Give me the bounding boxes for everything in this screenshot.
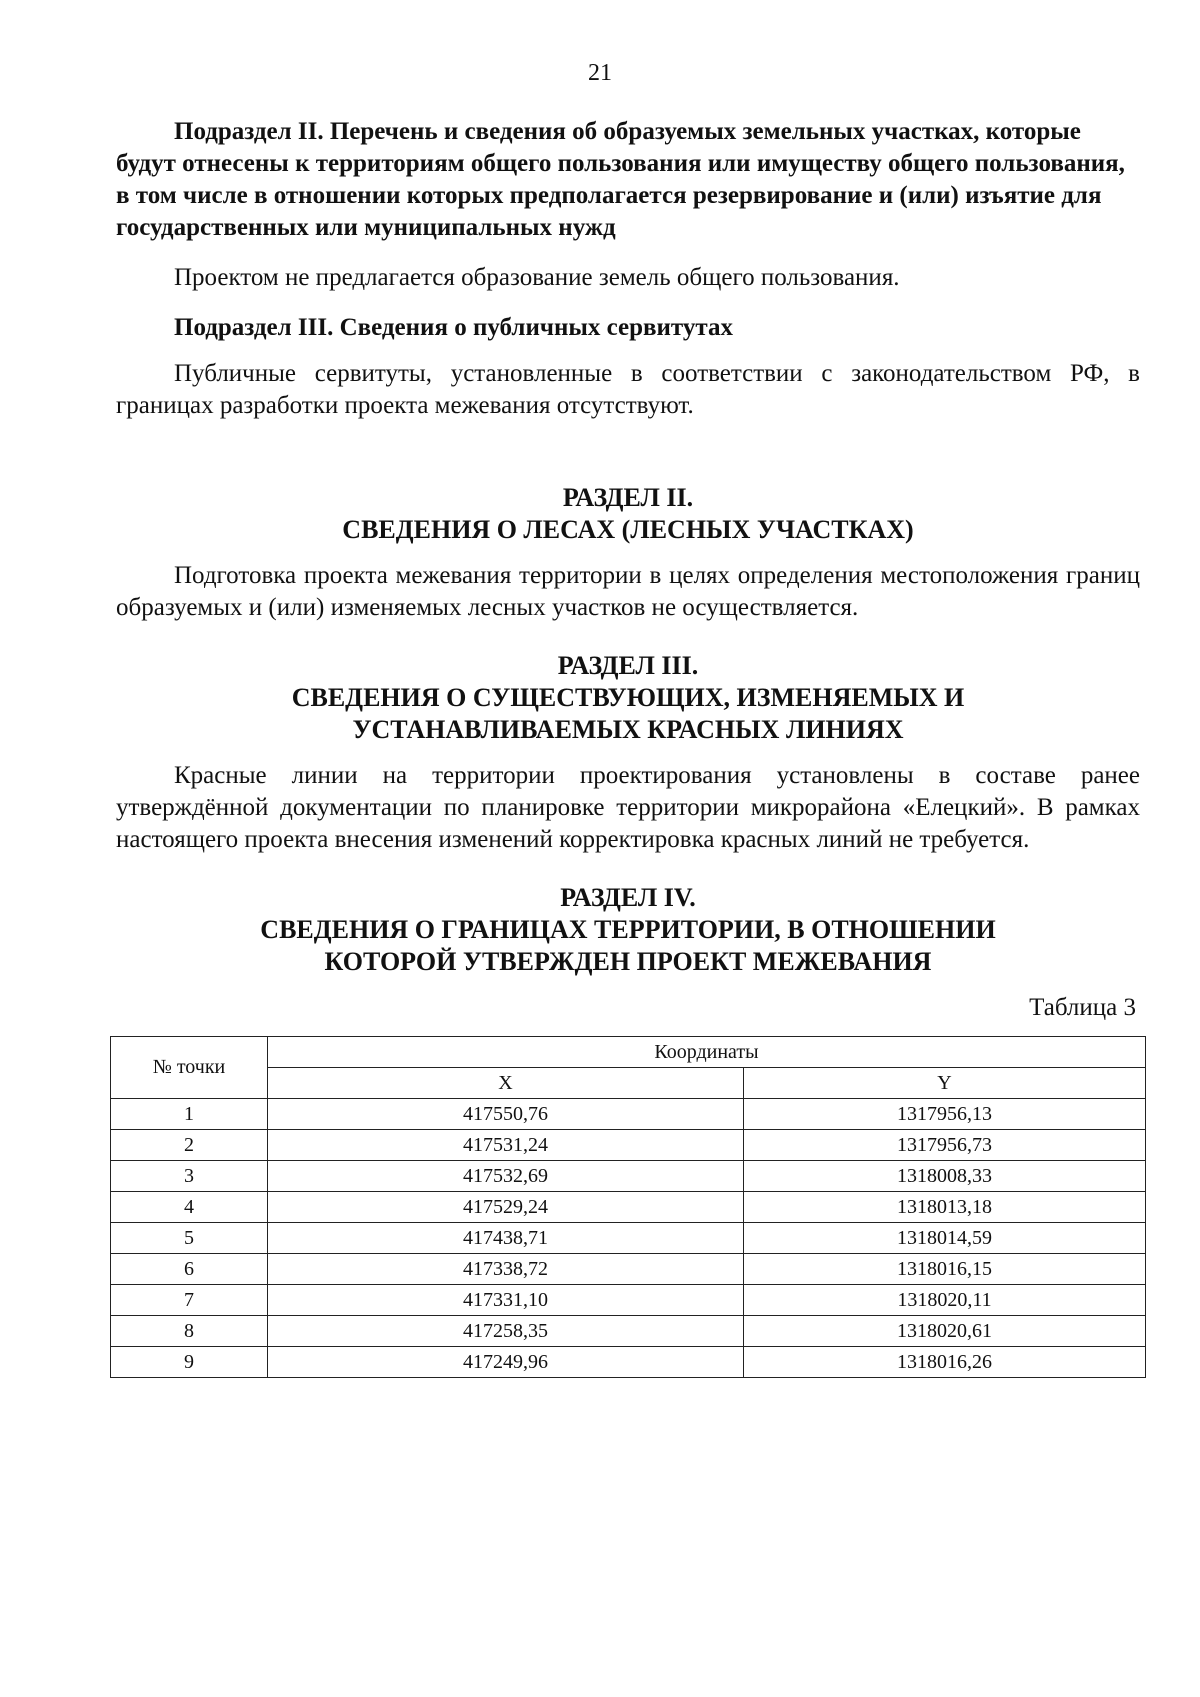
section-4-title-line3: КОТОРОЙ УТВЕРЖДЕН ПРОЕКТ МЕЖЕВАНИЯ	[324, 947, 932, 976]
table-row	[111, 1223, 1146, 1254]
header-y: Y	[744, 1068, 1146, 1099]
cell-point: 2	[111, 1130, 268, 1161]
cell-point: 8	[111, 1316, 268, 1347]
page-number: 21	[588, 60, 612, 86]
section-3-title-line2: СВЕДЕНИЯ О СУЩЕСТВУЮЩИХ, ИЗМЕНЯЕМЫХ И	[291, 683, 965, 712]
cell-x: 417331,10	[268, 1285, 744, 1316]
cell-y: 1318013,18	[744, 1192, 1146, 1223]
cell-x: 417249,96	[268, 1347, 744, 1378]
table-row	[111, 1161, 1146, 1192]
coordinates-table	[110, 1036, 1146, 1378]
section-4-title-line2: СВЕДЕНИЯ О ГРАНИЦАХ ТЕРРИТОРИИ, В ОТНОШЕНИИ	[260, 915, 996, 944]
cell-point: 7	[111, 1285, 268, 1316]
table-row	[111, 1192, 1146, 1223]
cell-x: 417438,71	[268, 1223, 744, 1254]
section-4-title-line1: РАЗДЕЛ IV.	[560, 883, 696, 912]
cell-point: 3	[111, 1161, 268, 1192]
cell-y: 1317956,13	[744, 1099, 1146, 1130]
cell-x: 417531,24	[268, 1130, 744, 1161]
section-3-title-line3: УСТАНАВЛИВАЕМЫХ КРАСНЫХ ЛИНИЯХ	[352, 715, 904, 744]
cell-x: 417532,69	[268, 1161, 744, 1192]
cell-y: 1318016,15	[744, 1254, 1146, 1285]
cell-x: 417258,35	[268, 1316, 744, 1347]
section-2-title-line2: СВЕДЕНИЯ О ЛЕСАХ (ЛЕСНЫХ УЧАСТКАХ)	[342, 515, 914, 544]
cell-point: 4	[111, 1192, 268, 1223]
cell-y: 1318020,11	[744, 1285, 1146, 1316]
table-row	[111, 1285, 1146, 1316]
cell-y: 1318020,61	[744, 1316, 1146, 1347]
section-2-text: Подготовка проекта межевания территории в целях определения местоположения границ образуемых и (или) изменяемых лесных участков не осуществляется.	[116, 562, 1140, 621]
cell-point: 1	[111, 1099, 268, 1130]
cell-y: 1318014,59	[744, 1223, 1146, 1254]
subsection-3-text: Публичные сервитуты, установленные в соответствии с законодательством РФ, в границах разработки проекта межевания отсутствуют.	[116, 360, 1140, 419]
cell-point: 5	[111, 1223, 268, 1254]
table-row	[111, 1254, 1146, 1285]
cell-y: 1317956,73	[744, 1130, 1146, 1161]
table-row	[111, 1316, 1146, 1347]
header-point-number: № точки	[111, 1037, 268, 1099]
subsection-3-title: Подраздел III. Сведения о публичных сервитутах	[174, 314, 733, 341]
subsection-2-title: Подраздел II. Перечень и сведения об образуемых земельных участках, которые будут отнесены к территориям общего пользования или имуществу общего пользования, в том числе в отношении которых предполагается резервирование и (или) изъятие для государственных или муниципальных нужд	[116, 118, 1125, 241]
cell-x: 417529,24	[268, 1192, 744, 1223]
section-3-title-line1: РАЗДЕЛ III.	[557, 651, 699, 680]
cell-x: 417338,72	[268, 1254, 744, 1285]
cell-x: 417550,76	[268, 1099, 744, 1130]
section-3-text: Красные линии на территории проектирования установлены в составе ранее утверждённой документации по планировке территории микрорайона «Елецкий». В рамках настоящего проекта внесения изменений корректировка красных линий не требуется.	[116, 762, 1140, 853]
subsection-2-text: Проектом не предлагается образование земель общего пользования.	[174, 264, 900, 291]
cell-y: 1318008,33	[744, 1161, 1146, 1192]
cell-y: 1318016,26	[744, 1347, 1146, 1378]
table-caption: Таблица 3	[1029, 994, 1136, 1021]
table-row	[111, 1099, 1146, 1130]
header-x: X	[268, 1068, 744, 1099]
cell-point: 9	[111, 1347, 268, 1378]
table-body	[111, 1099, 1146, 1378]
cell-point: 6	[111, 1254, 268, 1285]
table-row	[111, 1130, 1146, 1161]
table-row	[111, 1347, 1146, 1378]
section-2-title-line1: РАЗДЕЛ II.	[562, 483, 694, 512]
document-body	[116, 116, 1140, 1378]
header-coordinates: Координаты	[268, 1037, 1146, 1068]
